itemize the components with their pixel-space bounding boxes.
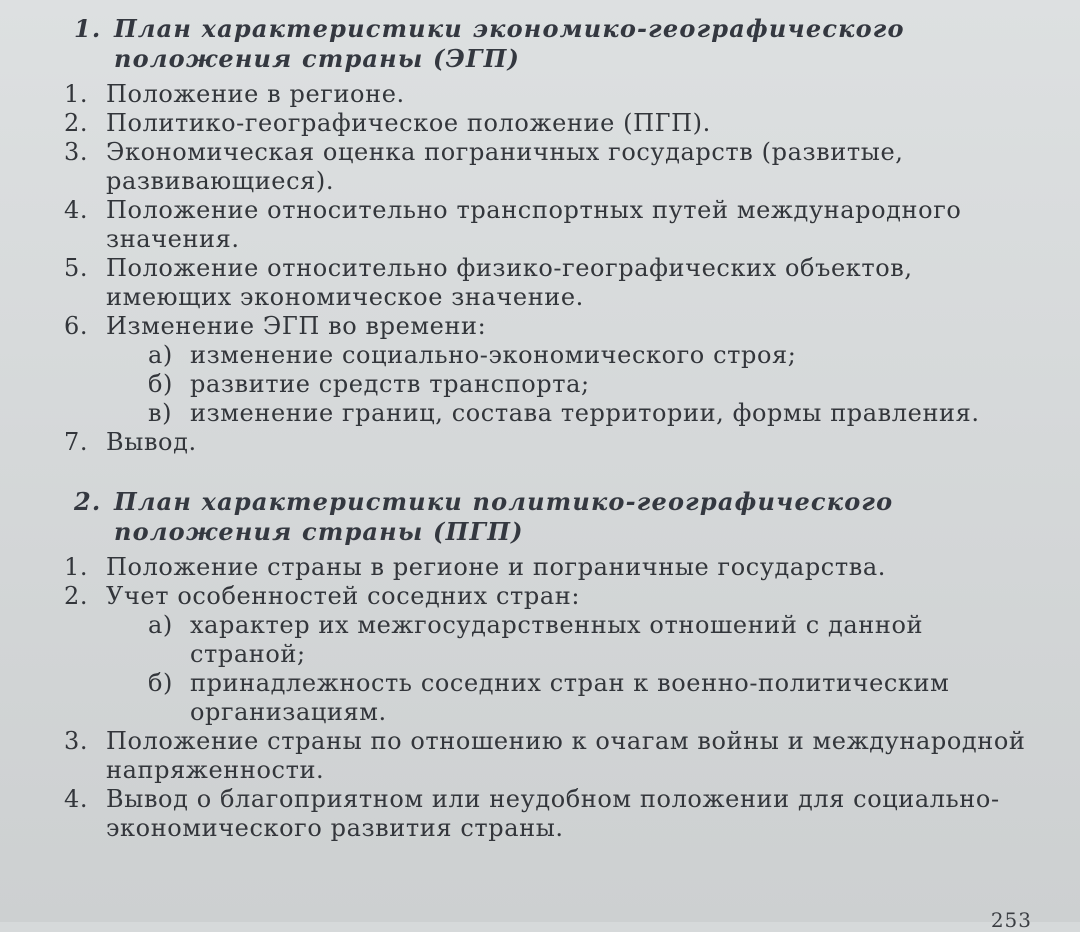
plan-list bbox=[64, 553, 1040, 843]
sub-item-letter: б) bbox=[148, 370, 174, 398]
item-number: 2. bbox=[64, 582, 89, 610]
sub-list bbox=[106, 611, 1040, 727]
item-number: 4. bbox=[64, 785, 89, 813]
item-number: 1. bbox=[64, 553, 89, 581]
list-item bbox=[64, 196, 1040, 254]
sub-list-item bbox=[106, 399, 1040, 428]
section-number: 1. bbox=[74, 14, 102, 43]
list-item bbox=[64, 109, 1040, 138]
section-title: План характеристики экономико-географического положения страны (ЭГП) bbox=[114, 14, 905, 73]
sub-item-text: развитие средств транспорта; bbox=[190, 370, 590, 398]
section-pgp-plan bbox=[64, 487, 1040, 843]
item-number: 1. bbox=[64, 80, 89, 108]
list-item bbox=[64, 727, 1040, 785]
item-number: 3. bbox=[64, 138, 89, 166]
section-number: 2. bbox=[74, 487, 102, 516]
item-text: Экономическая оценка пограничных государств (развитые, развивающиеся). bbox=[106, 138, 904, 195]
list-item bbox=[64, 254, 1040, 312]
item-text: Положение в регионе. bbox=[106, 80, 405, 108]
list-item bbox=[64, 80, 1040, 109]
sub-item-letter: а) bbox=[148, 341, 173, 369]
sub-list-item bbox=[106, 611, 1040, 669]
sub-item-text: характер их межгосударственных отношений с данной страной; bbox=[190, 611, 924, 668]
section-egp-plan bbox=[64, 14, 1040, 457]
item-text: Положение страны по отношению к очагам войны и международной напряженности. bbox=[106, 727, 1026, 784]
sub-item-text: принадлежность соседних стран к военно-политическим организациям. bbox=[190, 669, 950, 726]
list-item bbox=[64, 312, 1040, 428]
item-text: Изменение ЭГП во времени: bbox=[106, 312, 487, 340]
list-item bbox=[64, 138, 1040, 196]
plan-list bbox=[64, 80, 1040, 457]
sub-list bbox=[106, 341, 1040, 428]
item-text: Вывод. bbox=[106, 428, 197, 456]
section-title: План характеристики политико-географического положения страны (ПГП) bbox=[114, 487, 894, 546]
list-item bbox=[64, 428, 1040, 457]
list-item bbox=[64, 785, 1040, 843]
sub-item-letter: а) bbox=[148, 611, 173, 639]
item-text: Вывод о благоприятном или неудобном положении для социально-экономического развития страны. bbox=[106, 785, 1000, 842]
item-number: 2. bbox=[64, 109, 89, 137]
list-item bbox=[64, 582, 1040, 727]
section-heading bbox=[64, 487, 1040, 547]
sub-item-letter: в) bbox=[148, 399, 173, 427]
sub-list-item bbox=[106, 341, 1040, 370]
sub-item-text: изменение социально-экономического строя; bbox=[190, 341, 797, 369]
item-number: 3. bbox=[64, 727, 89, 755]
page-number: 253 bbox=[990, 908, 1032, 932]
list-item bbox=[64, 553, 1040, 582]
sub-list-item bbox=[106, 370, 1040, 399]
item-text: Положение относительно транспортных путей международного значения. bbox=[106, 196, 962, 253]
sub-item-text: изменение границ, состава территории, формы правления. bbox=[190, 399, 980, 427]
item-number: 6. bbox=[64, 312, 89, 340]
sub-item-letter: б) bbox=[148, 669, 174, 697]
item-number: 5. bbox=[64, 254, 89, 282]
section-heading bbox=[64, 14, 1040, 74]
item-text: Положение страны в регионе и пограничные государства. bbox=[106, 553, 886, 581]
item-number: 4. bbox=[64, 196, 89, 224]
item-text: Политико-географическое положение (ПГП). bbox=[106, 109, 711, 137]
item-text: Положение относительно физико-географических объектов, имеющих экономическое значение. bbox=[106, 254, 913, 311]
item-number: 7. bbox=[64, 428, 89, 456]
item-text: Учет особенностей соседних стран: bbox=[106, 582, 581, 610]
sub-list-item bbox=[106, 669, 1040, 727]
